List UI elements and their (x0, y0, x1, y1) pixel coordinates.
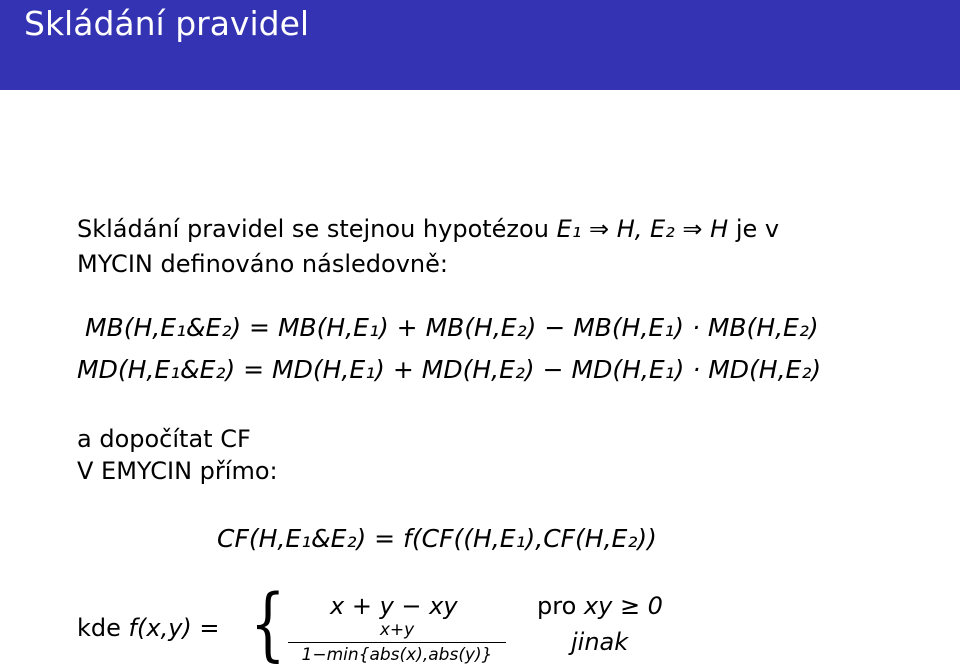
intro-line-2: MYCIN definováno následovně: (77, 250, 448, 278)
slide-title: Skládání pravidel (24, 4, 310, 43)
mb-formula: MB(H,E₁&E₂) = MB(H,E₁) + MB(H,E₂) − MB(H,E₁) · MB(H,E₂) (85, 313, 819, 342)
left-brace-icon: { (250, 577, 286, 670)
fraction-bar (288, 642, 506, 643)
intro-line-1 (77, 214, 779, 244)
cf-formula: CF(H,E₁&E₂) = f(CF((H,E₁),CF(H,E₂)) (217, 524, 657, 553)
case1-condition (537, 591, 663, 621)
emycin-line-1: a dopočítat CF (77, 425, 251, 453)
intro-tail: je v (735, 215, 780, 243)
kde-line (77, 613, 220, 643)
intro-text: Skládání pravidel se stejnou hypotézou (77, 215, 549, 243)
case1-cond-math: xy ≥ 0 (583, 592, 663, 620)
case1-expression: x + y − xy (330, 592, 458, 620)
intro-math: E₁ ⇒ H, E₂ ⇒ H (556, 215, 729, 243)
case2-condition: jinak (571, 628, 629, 656)
md-formula: MD(H,E₁&E₂) = MD(H,E₁) + MD(H,E₂) − MD(H,E₁) · MD(H,E₂) (77, 355, 822, 384)
emycin-line-2: V EMYCIN přímo: (77, 457, 278, 485)
f-definition: f(x,y) = (128, 614, 220, 642)
case2-denominator: 1−min{abs(x),abs(y)} (301, 645, 493, 665)
case2-numerator: x+y (379, 620, 415, 640)
case1-cond-word: pro (537, 592, 577, 620)
kde-label: kde (77, 614, 121, 642)
title-bar (0, 0, 960, 90)
